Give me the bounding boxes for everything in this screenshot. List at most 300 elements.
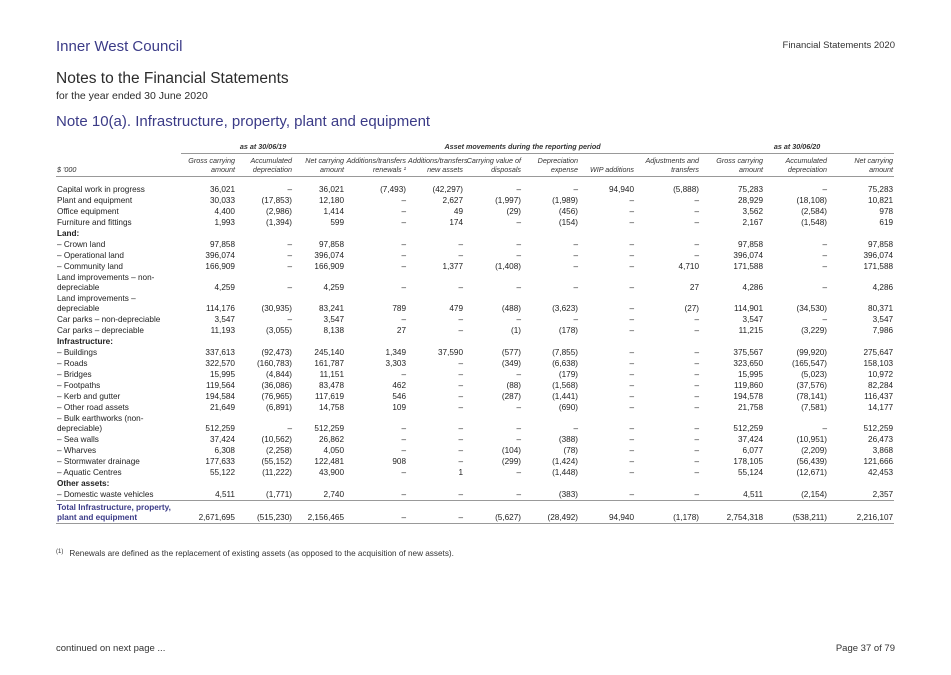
- table-cell: 546: [392, 391, 407, 401]
- table-cell: 1,377: [442, 261, 464, 271]
- table-cell: 194,584: [205, 391, 235, 401]
- table-cell: 28,929: [737, 195, 764, 205]
- column-header: Carrying value of disposals: [464, 154, 522, 177]
- table-cell: (29): [506, 206, 522, 216]
- table-cell: (287): [501, 391, 522, 401]
- table-cell: (5,023): [801, 369, 828, 379]
- table-cell: 36,021: [318, 184, 345, 194]
- table-cell: –: [401, 206, 407, 216]
- table-cell: (538,211): [764, 501, 828, 524]
- column-header: Depreciation expense: [522, 154, 579, 177]
- table-cell: 117,619: [315, 391, 345, 401]
- column-header: Additions/transfers new assets: [407, 154, 464, 177]
- table-cell: 337,613: [205, 347, 235, 357]
- table-cell: 75,283: [737, 184, 764, 194]
- table-cell: 396,074: [733, 250, 764, 260]
- row-label: – Buildings: [57, 347, 98, 357]
- table-cell: 396,074: [863, 250, 894, 260]
- table-cell: 323,650: [733, 358, 764, 368]
- table-cell: –: [516, 467, 522, 477]
- row-label: – Crown land: [57, 239, 106, 249]
- column-header: Additions/transfers renewals ¹: [345, 154, 407, 177]
- table-cell: 37,590: [437, 347, 464, 357]
- table-cell: (99,920): [796, 347, 828, 357]
- table-cell: (92,473): [261, 347, 292, 357]
- table-cell: (1,441): [552, 391, 579, 401]
- table-cell: (1,771): [266, 489, 292, 499]
- table-cell: –: [629, 380, 635, 390]
- table-cell: –: [629, 369, 635, 379]
- table-cell: 512,259: [205, 423, 235, 433]
- table-cell: (1,178): [635, 501, 700, 524]
- table-row: [56, 293, 894, 314]
- organisation-name: Inner West Council: [56, 38, 183, 55]
- table-cell: (349): [501, 358, 522, 368]
- table-row: [56, 369, 894, 380]
- row-label: Plant and equipment: [57, 195, 133, 205]
- table-cell: (7,493): [380, 184, 407, 194]
- table-cell: 171,588: [733, 261, 764, 271]
- table-cell: 2,671,695: [181, 501, 236, 524]
- column-header: Net carrying amount: [828, 154, 894, 177]
- column-header: Net carrying amount: [293, 154, 345, 177]
- table-cell: 21,649: [209, 402, 235, 412]
- table-cell: –: [516, 282, 522, 292]
- table-cell: (37,576): [796, 380, 828, 390]
- table-cell: (1,997): [495, 195, 522, 205]
- table-cell: 978: [879, 206, 894, 216]
- table-cell: 10,821: [868, 195, 894, 205]
- continued-note: continued on next page ...: [56, 643, 166, 654]
- table-cell: –: [516, 423, 522, 433]
- table-cell: (165,547): [791, 358, 828, 368]
- table-cell: (10,951): [796, 434, 828, 444]
- table-cell: 11,151: [319, 369, 345, 379]
- table-cell: 94,940: [579, 501, 635, 524]
- row-label: – Wharves: [57, 445, 97, 455]
- table-cell: –: [694, 217, 700, 227]
- table-cell: –: [629, 217, 635, 227]
- table-row: [56, 314, 894, 325]
- table-cell: 15,995: [737, 369, 764, 379]
- row-label: Office equipment: [57, 206, 119, 216]
- table-cell: 1,349: [385, 347, 407, 357]
- table-cell: (2,584): [801, 206, 828, 216]
- table-cell: –: [516, 489, 522, 499]
- table-cell: 37,424: [737, 434, 764, 444]
- table-cell: –: [629, 434, 635, 444]
- table-cell: –: [694, 434, 700, 444]
- table-cell: 55,122: [209, 467, 235, 477]
- table-cell: –: [458, 250, 464, 260]
- table-cell: 174: [449, 217, 464, 227]
- table-cell: 3,547: [872, 314, 894, 324]
- table-cell: (577): [501, 347, 522, 357]
- row-label: Total Infrastructure, property, plant and equipment: [56, 501, 181, 524]
- table-cell: –: [629, 467, 635, 477]
- table-cell: –: [694, 250, 700, 260]
- table-cell: 4,259: [323, 282, 345, 292]
- total-row: [56, 501, 894, 524]
- table-cell: 275,647: [863, 347, 894, 357]
- table-cell: 26,862: [318, 434, 345, 444]
- table-cell: 619: [879, 217, 894, 227]
- table-cell: 6,077: [742, 445, 764, 455]
- group-header-movements: Asset movements during the reporting period: [345, 142, 700, 154]
- table-cell: 121,666: [863, 456, 894, 466]
- ippe-table: [56, 142, 894, 524]
- row-label: Furniture and fittings: [57, 217, 132, 227]
- table-cell: –: [516, 402, 522, 412]
- table-cell: (6,891): [266, 402, 292, 412]
- table-cell: 599: [330, 217, 345, 227]
- table-row: [56, 489, 894, 501]
- table-cell: 178,105: [733, 456, 764, 466]
- table-cell: 4,050: [323, 445, 345, 455]
- table-cell: –: [822, 261, 828, 271]
- table-cell: –: [401, 489, 407, 499]
- group-header-closing: as at 30/06/20: [700, 142, 894, 154]
- table-cell: (2,258): [266, 445, 292, 455]
- table-cell: –: [458, 358, 464, 368]
- table-cell: –: [694, 467, 700, 477]
- table-cell: 97,858: [868, 239, 894, 249]
- table-cell: –: [401, 434, 407, 444]
- table-cell: –: [573, 282, 579, 292]
- table-cell: –: [629, 195, 635, 205]
- table-cell: 97,858: [318, 239, 345, 249]
- table-cell: –: [287, 282, 292, 292]
- row-label: Capital work in progress: [57, 184, 145, 194]
- table-cell: (178): [558, 325, 579, 335]
- table-cell: –: [629, 402, 635, 412]
- table-row: [56, 272, 894, 293]
- row-label: – Footpaths: [57, 380, 101, 390]
- table-cell: 15,995: [209, 369, 235, 379]
- section-row: [56, 336, 894, 347]
- table-body: [56, 177, 894, 524]
- row-label: – Sea walls: [57, 434, 99, 444]
- table-cell: –: [287, 184, 292, 194]
- table-cell: 11,215: [738, 325, 764, 335]
- row-label: Land improvements – non-depreciable: [57, 272, 155, 292]
- table-cell: –: [458, 314, 464, 324]
- table-cell: –: [516, 239, 522, 249]
- table-cell: –: [629, 282, 635, 292]
- row-label: – Aquatic Centres: [57, 467, 122, 477]
- table-row: [56, 239, 894, 250]
- table-cell: –: [629, 206, 635, 216]
- table-cell: 14,758: [318, 402, 345, 412]
- table-cell: 479: [449, 303, 464, 313]
- table-cell: –: [694, 347, 700, 357]
- table-cell: 119,860: [734, 380, 764, 390]
- table-cell: 908: [392, 456, 407, 466]
- table-cell: –: [287, 261, 292, 271]
- table-cell: 177,633: [205, 456, 235, 466]
- table-cell: (5,627): [464, 501, 522, 524]
- page-title: Notes to the Financial Statements: [56, 70, 289, 87]
- table-cell: 75,283: [868, 184, 894, 194]
- row-label: Car parks – depreciable: [57, 325, 144, 335]
- row-label: – Domestic waste vehicles: [57, 489, 154, 499]
- table-cell: –: [345, 501, 407, 524]
- table-cell: 37,424: [209, 434, 235, 444]
- table-cell: –: [458, 445, 464, 455]
- table-cell: –: [401, 314, 407, 324]
- table-cell: 7,986: [872, 325, 894, 335]
- table-cell: 4,286: [872, 282, 894, 292]
- table-cell: –: [629, 445, 635, 455]
- table-row: [56, 467, 894, 478]
- table-cell: 4,286: [742, 282, 764, 292]
- table-row: [56, 380, 894, 391]
- table-row: [56, 413, 894, 434]
- table-cell: 83,478: [318, 380, 345, 390]
- table-cell: 3,547: [323, 314, 345, 324]
- table-cell: (1,568): [552, 380, 579, 390]
- table-cell: 1,993: [214, 217, 235, 227]
- table-row: [56, 184, 894, 195]
- table-cell: (10,562): [261, 434, 292, 444]
- row-label: – Bridges: [57, 369, 92, 379]
- table-cell: 97,858: [209, 239, 235, 249]
- column-header: Gross carrying amount: [181, 154, 236, 177]
- table-cell: –: [287, 314, 292, 324]
- table-cell: (1,408): [495, 261, 522, 271]
- table-cell: –: [458, 423, 464, 433]
- table-cell: –: [516, 314, 522, 324]
- table-cell: 322,570: [205, 358, 235, 368]
- table-cell: –: [458, 325, 464, 335]
- table-cell: (78,141): [796, 391, 828, 401]
- table-cell: –: [694, 325, 700, 335]
- table-cell: 789: [392, 303, 407, 313]
- table-cell: –: [401, 239, 407, 249]
- table-cell: –: [516, 369, 522, 379]
- table-cell: –: [458, 369, 464, 379]
- table-cell: 4,710: [678, 261, 700, 271]
- table-cell: –: [694, 489, 700, 499]
- row-label: – Community land: [57, 261, 123, 271]
- table-cell: 2,627: [442, 195, 464, 205]
- table-cell: –: [458, 456, 464, 466]
- table-cell: 512,259: [863, 423, 894, 433]
- footnote: [56, 549, 454, 558]
- table-cell: (299): [501, 456, 522, 466]
- table-cell: (154): [558, 217, 579, 227]
- table-cell: –: [694, 369, 700, 379]
- table-cell: (42,297): [432, 184, 464, 194]
- table-cell: –: [287, 239, 292, 249]
- table-cell: (36,086): [261, 380, 292, 390]
- table-cell: 97,858: [737, 239, 764, 249]
- table-cell: 375,567: [733, 347, 764, 357]
- table-cell: –: [694, 445, 700, 455]
- table-cell: 3,562: [742, 206, 764, 216]
- table-cell: –: [629, 261, 635, 271]
- table-cell: (7,581): [801, 402, 828, 412]
- row-label: – Other road assets: [57, 402, 129, 412]
- table-cell: 245,140: [314, 347, 345, 357]
- document-title: Financial Statements 2020: [782, 40, 895, 51]
- table-cell: –: [458, 239, 464, 249]
- table-cell: 30,033: [209, 195, 235, 205]
- table-cell: –: [407, 501, 464, 524]
- table-cell: 158,103: [863, 358, 894, 368]
- table-cell: (28,492): [522, 501, 579, 524]
- table-cell: (7,855): [552, 347, 579, 357]
- table-cell: –: [401, 217, 407, 227]
- table-cell: 83,241: [318, 303, 345, 313]
- table-row: [56, 402, 894, 413]
- table-cell: –: [629, 391, 635, 401]
- table-cell: –: [629, 347, 635, 357]
- table-cell: –: [573, 239, 579, 249]
- table-cell: 10,972: [868, 369, 894, 379]
- table-cell: 3,547: [742, 314, 764, 324]
- table-cell: –: [401, 261, 407, 271]
- table-cell: (160,783): [256, 358, 292, 368]
- table-cell: –: [516, 434, 522, 444]
- table-row: [56, 445, 894, 456]
- table-cell: –: [694, 239, 700, 249]
- table-cell: –: [629, 456, 635, 466]
- table-cell: –: [287, 423, 292, 433]
- table-cell: (6,638): [552, 358, 579, 368]
- page-number: Page 37 of 79: [835, 643, 895, 654]
- table-cell: 2,357: [872, 489, 894, 499]
- table-cell: 171,588: [863, 261, 894, 271]
- table-cell: 114,176: [206, 303, 235, 313]
- table-row: [56, 358, 894, 369]
- row-label: Land improvements – depreciable: [57, 293, 136, 313]
- table-cell: 2,216,107: [828, 501, 894, 524]
- table-cell: (17,853): [261, 195, 292, 205]
- table-cell: (179): [558, 369, 579, 379]
- table-cell: –: [401, 467, 407, 477]
- table-cell: (1,548): [801, 217, 828, 227]
- table-cell: –: [694, 314, 700, 324]
- table-cell: –: [629, 303, 635, 313]
- table-cell: –: [694, 402, 700, 412]
- table-cell: (3,623): [552, 303, 579, 313]
- table-cell: –: [401, 250, 407, 260]
- table-cell: 462: [392, 380, 407, 390]
- table-row: [56, 195, 894, 206]
- table-cell: 55,124: [737, 467, 764, 477]
- table-cell: (5,888): [673, 184, 700, 194]
- table-cell: 512,259: [733, 423, 764, 433]
- table-cell: 166,909: [314, 261, 345, 271]
- table-cell: –: [822, 314, 828, 324]
- table-cell: 1,414: [323, 206, 345, 216]
- table-row: [56, 347, 894, 358]
- table-cell: (76,965): [261, 391, 292, 401]
- table-cell: –: [629, 325, 635, 335]
- row-label: – Kerb and gutter: [57, 391, 121, 401]
- table-cell: 122,481: [314, 456, 345, 466]
- table-cell: –: [573, 184, 579, 194]
- table-cell: –: [516, 184, 522, 194]
- column-header-unit: $ '000: [56, 154, 181, 177]
- table-cell: (88): [506, 380, 522, 390]
- table-cell: 116,437: [864, 391, 894, 401]
- table-cell: (4,844): [266, 369, 292, 379]
- table-row: [56, 217, 894, 228]
- table-cell: (30,935): [261, 303, 292, 313]
- table-cell: 3,868: [872, 445, 894, 455]
- table-cell: (1,448): [552, 467, 579, 477]
- row-label: – Bulk earthworks (non-depreciable): [57, 413, 144, 433]
- table-row: [56, 391, 894, 402]
- table-cell: (55,152): [261, 456, 292, 466]
- table-cell: 26,473: [868, 434, 894, 444]
- table-cell: 109: [392, 402, 407, 412]
- table-cell: 194,578: [733, 391, 764, 401]
- table-cell: –: [573, 250, 579, 260]
- table-cell: 2,740: [323, 489, 345, 499]
- table-cell: –: [629, 314, 635, 324]
- table-cell: (104): [501, 445, 522, 455]
- table-cell: –: [401, 445, 407, 455]
- table-cell: –: [401, 282, 407, 292]
- table-cell: 1: [458, 467, 464, 477]
- table-cell: (456): [558, 206, 579, 216]
- table-cell: (56,439): [796, 456, 828, 466]
- table-cell: (1,394): [266, 217, 292, 227]
- row-label: – Operational land: [57, 250, 124, 260]
- table-row: [56, 250, 894, 261]
- table-cell: –: [694, 206, 700, 216]
- table-cell: 4,400: [214, 206, 235, 216]
- table-cell: (388): [558, 434, 579, 444]
- table-cell: –: [516, 250, 522, 260]
- footnote-marker: (1): [56, 549, 64, 555]
- table-cell: –: [401, 195, 407, 205]
- table-cell: (488): [501, 303, 522, 313]
- table-cell: –: [573, 423, 579, 433]
- table-cell: –: [458, 282, 464, 292]
- table-cell: 4,511: [215, 489, 235, 499]
- column-header: Gross carrying amount: [700, 154, 764, 177]
- table-cell: 11,193: [210, 325, 235, 335]
- table-cell: –: [401, 369, 407, 379]
- table-cell: 27: [396, 325, 407, 335]
- column-header: Accumulated depreciation: [236, 154, 293, 177]
- table-cell: –: [629, 358, 635, 368]
- table-row: [56, 434, 894, 445]
- table-cell: –: [629, 250, 635, 260]
- table-cell: 14,177: [868, 402, 894, 412]
- section-row: [56, 478, 894, 489]
- table-cell: 12,180: [318, 195, 345, 205]
- table-cell: –: [573, 261, 579, 271]
- table-cell: 114,901: [734, 303, 764, 313]
- table-cell: (12,671): [796, 467, 828, 477]
- table-cell: 43,900: [318, 467, 345, 477]
- table-cell: (2,154): [801, 489, 828, 499]
- row-label: – Roads: [57, 358, 88, 368]
- table-cell: –: [694, 380, 700, 390]
- table-cell: 6,308: [214, 445, 235, 455]
- column-header: WIP additions: [579, 154, 635, 177]
- page-subtitle: for the year ended 30 June 2020: [56, 90, 208, 102]
- note-title: Note 10(a). Infrastructure, property, plant and equipment: [56, 113, 431, 130]
- table-cell: –: [694, 456, 700, 466]
- table-cell: (1,424): [552, 456, 579, 466]
- table-cell: 2,754,318: [700, 501, 764, 524]
